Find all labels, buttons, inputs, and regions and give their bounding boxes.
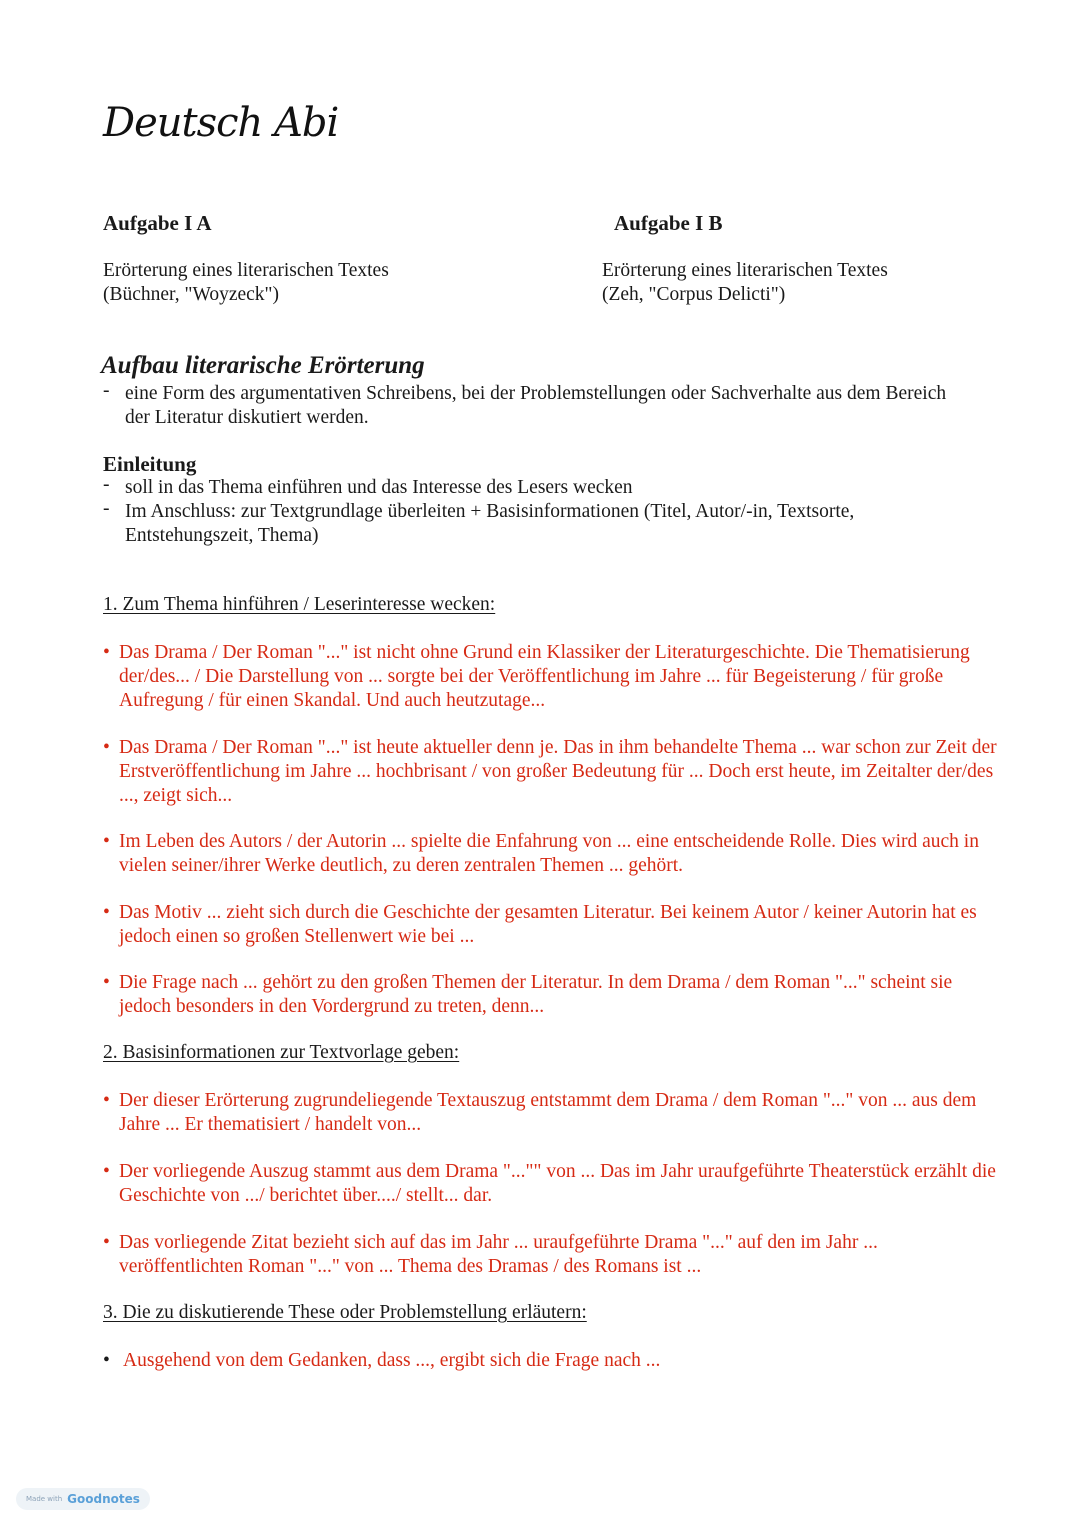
part-1-item (103, 736, 999, 808)
part-2-heading: 2. Basisinformationen zur Textvorlage geben: (103, 1042, 460, 1063)
einleitung-list (103, 476, 943, 548)
part-1-item (103, 971, 999, 1019)
part-2-item (103, 1089, 999, 1137)
part-1-item (103, 641, 999, 713)
einleitung-item: - soll in das Thema einführen und das Interesse des Lesers wecken (103, 476, 943, 500)
part-1-item-text: Im Leben des Autors / der Autorin ... spielte die Enfahrung von ... eine entscheidende Rolle. Dies wird auch in vielen seiner/ihrer Werke deutlich, zu deren zentralen Themen ... gehört. (119, 831, 979, 876)
section-title: Aufbau literarische Erörterung (101, 352, 425, 379)
part-1-item-text: Das Drama / Der Roman "..." ist heute aktueller denn je. Das in ihm behandelte Thema ... war schon zur Zeit der Erstveröffentlichung im Jahre ... hochbrisant / von großer Bedeutung für ... Doch erst heute, im Zeitalter der/des ..., zeigt sich... (119, 737, 997, 806)
bullet-dot: • (103, 831, 110, 852)
einleitung-item: - Im Anschluss: zur Textgrundlage überleiten + Basisinformationen (Titel, Autor/-in, Textsorte, Entstehungszeit, Thema) (103, 500, 943, 548)
goodnotes-badge (16, 1488, 150, 1510)
bullet-dot: • (103, 1232, 110, 1253)
part-1-item-text: Die Frage nach ... gehört zu den großen Themen der Literatur. In dem Drama / dem Roman "..." scheint sie jedoch besonders in den Vordergrund zu treten, denn... (119, 972, 953, 1017)
part-2-item (103, 1231, 999, 1279)
task-a-heading: Aufgabe I A (103, 211, 212, 235)
goodnotes-logo: Goodnotes (67, 1492, 140, 1506)
definition-list (103, 382, 963, 430)
bullet-dot: • (103, 1090, 110, 1111)
made-with-label: Made with (26, 1495, 63, 1503)
task-b-line2: (Zeh, "Corpus Delicti") (602, 284, 786, 305)
part-1-item (103, 830, 999, 878)
part-2-item (103, 1160, 999, 1208)
part-2-item-text: Der dieser Erörterung zugrundeliegende Textauszug entstammt dem Drama / dem Roman "..." von ... aus dem Jahre ... Er thematisiert / handelt von... (119, 1090, 977, 1135)
task-b-line1: Erörterung eines literarischen Textes (602, 260, 888, 281)
part-1-item-text: Das Drama / Der Roman "..." ist nicht ohne Grund ein Klassiker der Literaturgeschichte. Die Thematisierung der/des... / Die Darstellung von ... sorgte bei der Veröffentlichung im Jahre ... für Begeisterung / für große Aufregung / für einen Skandal. Und auch heutzutage... (119, 642, 970, 711)
part-2-item-text: Das vorliegende Zitat bezieht sich auf das im Jahr ... uraufgeführte Drama "..." auf den im Jahr ... veröffentlichten Roman "..." von ... Thema des Dramas / des Romans ist ... (119, 1232, 878, 1277)
task-b-heading: Aufgabe I B (614, 211, 723, 235)
bullet-dot: • (103, 642, 110, 663)
bullet-dot: • (103, 902, 110, 923)
einleitung-heading: Einleitung (103, 452, 197, 476)
bullet-dot: • (103, 737, 110, 758)
bullet-dot: • (103, 1350, 110, 1371)
part-2-item-text: Der vorliegende Auszug stammt aus dem Drama "..."" von ... Das im Jahr uraufgeführte Theaterstück erzählt die Geschichte von .../ berichtet über..../ stellt... dar. (119, 1161, 996, 1206)
bullet-dot: • (103, 1161, 110, 1182)
part-3-item-text: Ausgehend von dem Gedanken, dass ..., ergibt sich die Frage nach ... (123, 1350, 661, 1371)
part-3-item (103, 1349, 1003, 1373)
part-1-item (103, 901, 999, 949)
part-1-heading: 1. Zum Thema hinführen / Leserinteresse wecken: (103, 594, 496, 615)
part-1-item-text: Das Motiv ... zieht sich durch die Geschichte der gesamten Literatur. Bei keinem Autor / keiner Autorin hat es jedoch einen so großen Stellenwert wie bei ... (119, 902, 977, 947)
part-3-heading: 3. Die zu diskutierende These oder Problemstellung erläutern: (103, 1302, 587, 1323)
page-title: Deutsch Abi (103, 100, 339, 146)
definition-item: - eine Form des argumentativen Schreibens, bei der Problemstellungen oder Sachverhalte aus dem Bereich der Literatur diskutiert werden. (103, 382, 963, 430)
bullet-dot: • (103, 972, 110, 993)
task-a-line2: (Büchner, "Woyzeck") (103, 284, 279, 305)
task-a-line1: Erörterung eines literarischen Textes (103, 260, 389, 281)
